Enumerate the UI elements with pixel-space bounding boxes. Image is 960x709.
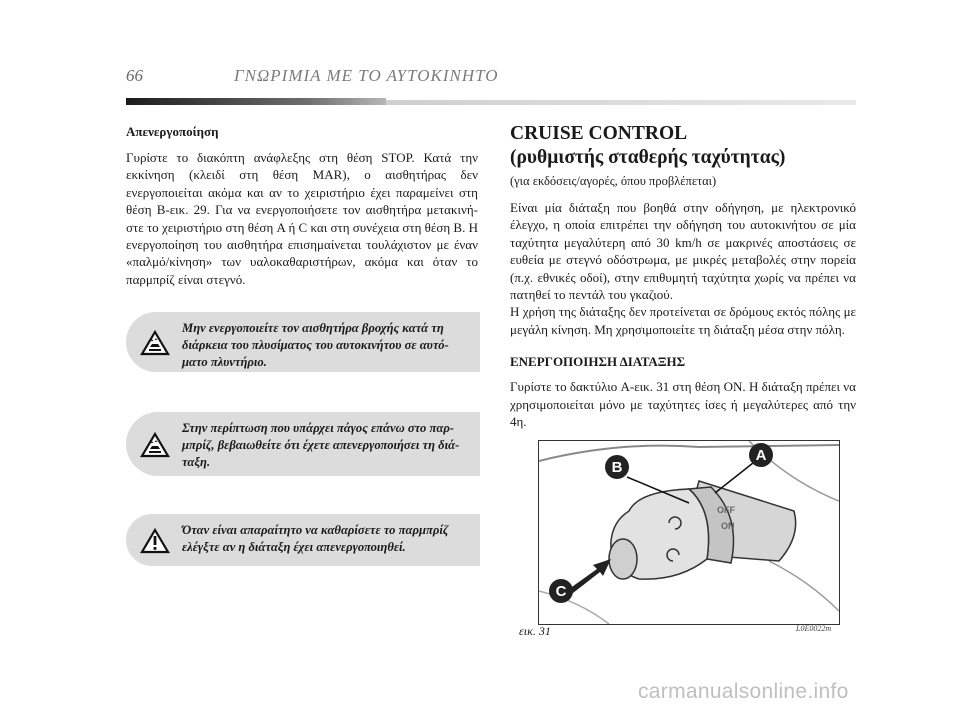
warning-text-2: Στην περίπτωση που υπάρχει πάγος επάνω στο παρ-μπρίζ, βεβαιωθείτε ότι έχετε απενεργοποιήσει τη διά-ταξη.: [182, 421, 460, 469]
car-wash-warning-icon: [140, 432, 170, 458]
availability-note: (για εκδόσεις/αγορές, όπου προβλέπεται): [510, 174, 717, 188]
cruise-control-stalk-figure: [538, 440, 840, 625]
stalk-label-on: ON: [721, 521, 735, 531]
deactivation-heading: Απενεργοποίηση: [126, 124, 219, 139]
figure-caption: εικ. 31: [519, 624, 551, 638]
chapter-title: ΓΝΩΡΙΜΙΑ ΜΕ ΤΟ ΑΥΤΟΚΙΝΗΤΟ: [234, 66, 499, 85]
callout-c: C: [555, 583, 567, 600]
watermark: carmanualsonline.info: [638, 680, 849, 703]
car-wash-warning-icon: [140, 330, 170, 356]
warning-box-3: [126, 514, 480, 566]
page-header: [0, 0, 960, 110]
exclamation-warning-icon: [140, 528, 170, 554]
deactivation-paragraph: Γυρίστε το διακόπτη ανάφλεξης στη θέση STOP. Κατά την εκκίνηση (κλειδί στη θέση MAR), ο αισθητήρας δεν ενεργοποιείται ακόμα και αν το χειριστήριο έχει παραμείνει στη θέση B-εικ. 29. Για να ενεργοποιήσετε τον αισθητήρα μετακινή-στε το χειριστήριο στη θέση A ή C και στη συνέχεια στη θέση B. Η ενεργοποίηση του αισθητήρα επισημαίνεται τουλάχιστον με έναν «παλμό/κίνηση» των υαλοκαθαριστήρων, ακόμα και όταν το παρμπρίζ είναι στεγνό.: [126, 150, 478, 287]
callout-b: B: [611, 459, 623, 476]
cruise-description-paragraph: Είναι μία διάταξη που βοηθά στην οδήγηση, με ηλεκτρονικό έλεγχο, η οποία επιτρέπει την οδήγηση του αυτοκινήτου σε μία ταχύτητα μεγαλύτερη από 30 km/h σε μακρινές αποστάσεις σε ευθεία με στεγνό οδόστρωμα, με μικρές μεταβολές στην πορεία (π.χ. εθνικές οδοί), στην επιθυμητή ταχύτητα χωρίς να πρέπει να πατηθεί το πεντάλ του γκαζιού.: [510, 200, 856, 303]
warning-box-2: [126, 412, 480, 476]
header-rule-dark: [126, 98, 386, 105]
warning-box-1: [126, 312, 480, 372]
right-column: [510, 122, 856, 430]
activation-paragraph: Γυρίστε το δακτύλιο A-εικ. 31 στη θέση ON. Η διάταξη πρέπει να χρησιμοποιείται μόνο με ταχύτητες ίσες ή μεγαλύτερες από την 4η.: [510, 379, 856, 430]
activation-heading: ΕΝΕΡΓΟΠΟΙΗΣΗ ΔΙΑΤΑΞΗΣ: [510, 354, 686, 370]
warning-text-3: Όταν είναι απαραίτητο να καθαρίσετε το παρμπρίζ ελέγξτε αν η διάταξη έχει απενεργοποιηθεί.: [182, 523, 449, 554]
callout-a: A: [755, 447, 767, 464]
header-rule-light: [386, 100, 856, 105]
figure-code: L0E0022m: [796, 624, 832, 633]
cruise-control-title: CRUISE CONTROL: [510, 123, 688, 144]
stalk-label-off: OFF: [717, 505, 735, 515]
cruise-usage-paragraph: Η χρήση της διάταξης δεν προτείνεται σε δρόμους εκτός πόλης με μεγάλη κίνηση. Μη χρησιμοποιείτε τη διάταξη μέσα στην πόλη.: [510, 304, 856, 337]
left-column: [126, 124, 478, 288]
cruise-control-subtitle: (ρυθμιστής σταθερής ταχύτητας): [510, 147, 786, 168]
page-number: 66: [126, 66, 143, 85]
warning-text-1: Μην ενεργοποιείτε τον αισθητήρα βροχής κατά τη διάρκεια του πλυσίματος του αυτοκινήτου σε αυτό-ματο πλυντήριο.: [182, 321, 449, 369]
